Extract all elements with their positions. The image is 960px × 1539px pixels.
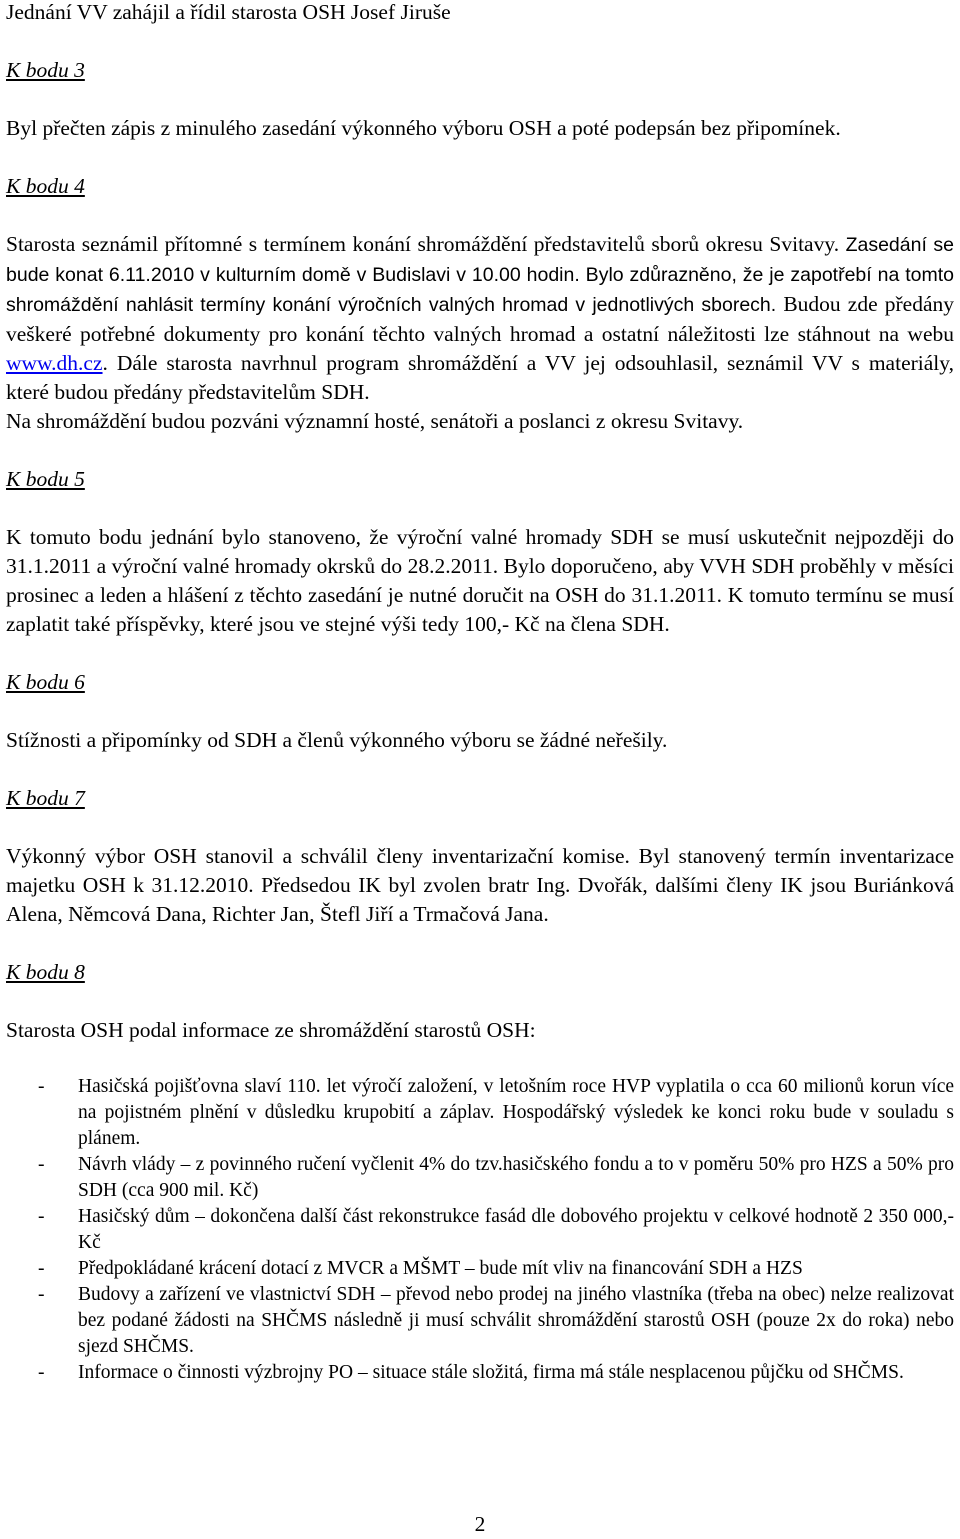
page-number: 2 [474, 1512, 486, 1536]
heading-bod-4: K bodu 4 [6, 174, 85, 198]
bod-8-text: Starosta OSH podal informace ze shromáždění starostů OSH: [6, 1018, 536, 1042]
list-item: - Předpokládané krácení dotací z MVCR a MŠMT – bude mít vliv na financování SDH a HZS [6, 1256, 954, 1282]
bod-5-text: K tomuto bodu jednání bylo stanoveno, že výroční valné hromady SDH se musí uskutečnit nejpozději do 31.1.2011 a výroční valné hromady okrsků do 28.2.2011. Bylo doporučeno, aby VVH SDH proběhly v měsíci prosinec a leden a hlášení z těchto zasedání je nutné doručit na OSH do 31.1.2011. K tomuto termínu se musí zaplatit také příspěvky, které jsou ve stejné výši tedy 100,- Kč na člena SDH. [6, 525, 954, 636]
heading-bod-7: K bodu 7 [6, 786, 85, 810]
bod-4-text-e: Na shromáždění budou pozváni významní hosté, senátoři a poslanci z okresu Svitavy. [6, 409, 744, 433]
list-item: - Informace o činnosti výzbrojny PO – situace stále složitá, firma má stále nesplacenou půjčku od SHČMS. [6, 1360, 954, 1386]
dash-bullet: - [38, 1362, 45, 1383]
heading-bod-8: K bodu 8 [6, 960, 85, 984]
list-item: - Budovy a zařízení ve vlastnictví SDH – převod nebo prodej na jiného vlastníka (třeba na obec) nelze realizovat bez podané žádosti na SHČMS následně ji musí schválit shromáždění starostů OSH (pouze 2x do roka) nebo sjezd SHČMS. [38, 1284, 954, 1357]
web-link[interactable]: www.dh.cz [6, 351, 103, 375]
dash-bullet: - [38, 1206, 45, 1227]
dash-bullet: - [38, 1076, 45, 1097]
bod-4-text-b: Zasedání se bude konat 6.11.2010 v kulturním domě v Budislavi v 10.00 hodin. Bylo zdůrazněno, že je zapotřebí na tomto shromáždění nahlásit termíny konání výročních valných hromad v jednotlivých sborech. [6, 234, 954, 316]
list-item: - Hasičský dům – dokončena další část rekonstrukce fasád dle dobového projektu v celkové hodnotě 2 350 000,- Kč [38, 1206, 954, 1253]
dash-bullet: - [38, 1154, 45, 1175]
heading-bod-5: K bodu 5 [6, 467, 85, 491]
bod-4-text-d: . Dále starosta navrhnul program shromáždění a VV jej odsouhlasil, seznámil VV s materiály, které budou předány představitelům SDH. [6, 351, 954, 404]
bod-7-text: Výkonný výbor OSH stanovil a schválil členy inventarizační komise. Byl stanovený termín inventarizace majetku OSH k 31.12.2010. Předsedou IK byl zvolen bratr Ing. Dvořák, dalšími členy IK jsou Buriánková Alena, Němcová Dana, Richter Jan, Štefl Jiří a Trmačová Jana. [6, 844, 954, 926]
bod-6-text: Stížnosti a připomínky od SDH a členů výkonného výboru se žádné neřešily. [6, 728, 668, 752]
list-item: - Hasičská pojišťovna slaví 110. let výročí založení, v letošním roce HVP vyplatila o cca 60 milionů korun více na pojistném plnění v důsledku krupobití a záplav. Hospodářský výsledek ke konci roku bude v souladu s plánem. [38, 1076, 954, 1149]
info-list [6, 1074, 954, 1386]
bod-4-text-c: Budou zde předány veškeré potřebné dokumenty pro konání těchto valných hromad a ostatní náležitosti lze stáhnout na webu [6, 292, 955, 346]
bod-4-text [6, 230, 954, 407]
list-item: - Návrh vlády – z povinného ručení vyčlenit 4% do tzv.hasičského fondu a to v poměru 50% pro HZS a 50% pro SDH (cca 900 mil. Kč) [38, 1154, 954, 1201]
dash-bullet: - [38, 1284, 45, 1305]
heading-bod-3: K bodu 3 [6, 58, 85, 82]
bod-4-text-a: Starosta seznámil přítomné s termínem konání shromáždění představitelů sborů okresu Svitavy. [6, 232, 846, 256]
heading-bod-6: K bodu 6 [6, 670, 85, 694]
bod-3-text: Byl přečten zápis z minulého zasedání výkonného výboru OSH a poté podepsán bez připomínek. [6, 116, 841, 140]
intro-text: Jednání VV zahájil a řídil starosta OSH Josef Jiruše [6, 0, 451, 24]
document-page [6, 0, 954, 1386]
dash-bullet: - [38, 1258, 45, 1279]
